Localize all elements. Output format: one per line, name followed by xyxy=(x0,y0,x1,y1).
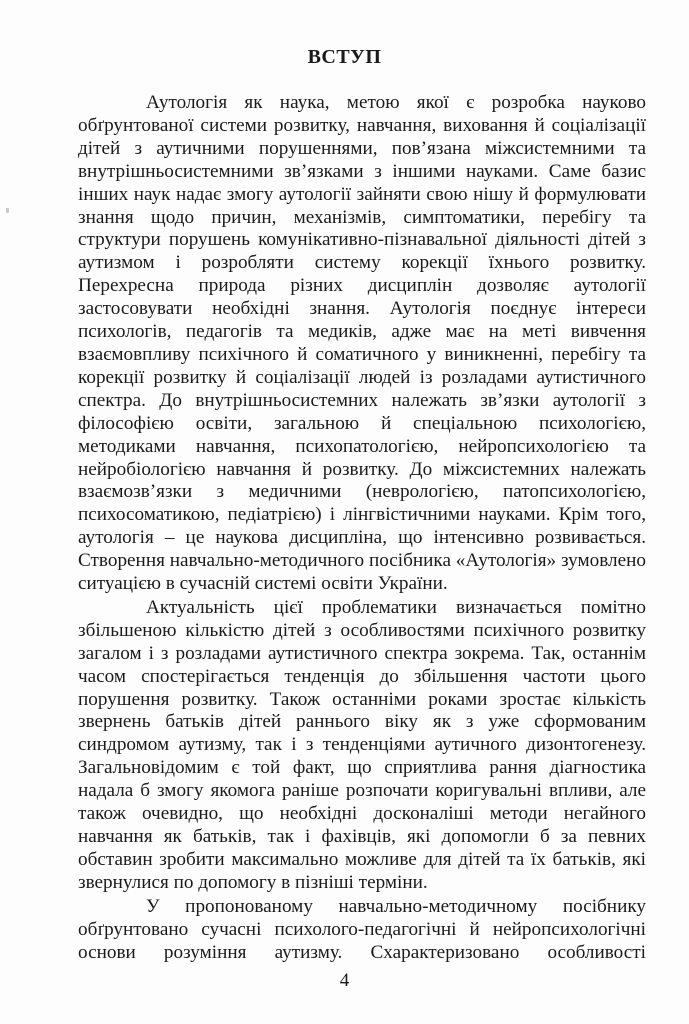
paragraph-overview: У пропонованому навчально-методичному посібнику обґрунтовано сучасні психолого-педагогічні й нейропсихологічні основи розуміння аутизму. Схарактеризовано особливості xyxy=(78,895,646,963)
page-number: 4 xyxy=(339,970,350,991)
paragraph-intro: Аутологія як наука, метою якої є розробка науково обґрунтованої системи розвитку, навчання, виховання й соціалізації дітей з аутичними порушеннями, пов’язана міжсистемними та внутрішньосистемними зв’язками з іншими науками. Саме базис інших наук надає змогу аутології зайняти свою нішу й формулювати знання щодо причин, механізмів, симптоматики, перебігу та структури порушень комунікативно-пізнавальної діяльності дітей з аутизмом і розробляти систему корекції їхнього розвитку. Перехресна природа різних дисциплін дозволяє аутології застосовувати необхідні знання. Аутологія поєднує інтереси психологів, педагогів та медиків, адже має на меті вивчення взаємовпливу психічного й соматичного у виникненні, перебігу та корекції розвитку й соціалізації людей із розладами аутистичного спектра. До внутрішньосистемних належать зв’язки аутології з філософією освіти, загальною й спеціальною психологією, методиками навчання, психопатологією, нейропсихологією та нейробіологією навчання й розвитку. До міжсистемних належать взаємозв’язки з медичними (неврологією, патопсихологією, психосоматикою, педіатрією) і лінгвістичними науками. Крім того, аутологія – це наукова дисципліна, що інтенсивно розвивається. Створення навчально-методичного посібника «Аутологія» зумовлено ситуацією в сучасній системі освіти України. xyxy=(78,92,646,595)
paragraph-relevance: Актуальність цієї проблематики визначається помітно збільшеною кількістю дітей з особливостями психічного розвитку загалом і з розладами аутистичного спектра зокрема. Так, останнім часом спостерігається тенденція до збільшення частоти цього порушення розвитку. Також останніми роками зростає кількість звернень батьків дітей раннього віку як з уже сформованим синдромом аутизму, так і з тенденціями аутичного дизонтогенезу. Загальновідомим є той факт, що сприятлива рання діагностика надала б змогу якомога раніше розпочати коригувальні впливи, але також очевидно, що необхідні досконаліші методи негайного навчання як батьків, так і фахівців, які допомогли б за певних обставин зробити максимально можливе для дітей та їх батьків, які звернулися по допомогу в пізніші терміни. xyxy=(78,596,646,893)
body-text xyxy=(78,92,646,964)
page-title: ВСТУП xyxy=(307,46,382,68)
scan-speck xyxy=(6,208,9,213)
